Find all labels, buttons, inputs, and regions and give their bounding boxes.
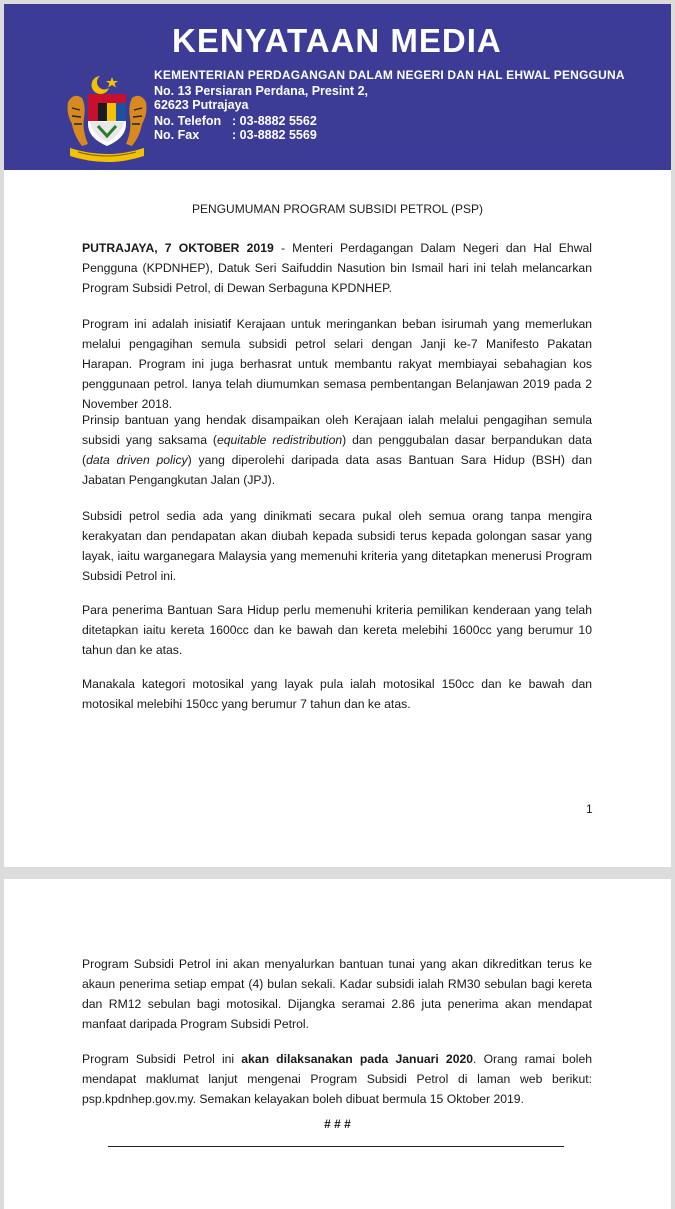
paragraph-3-italic-2: data driven policy bbox=[86, 453, 188, 467]
paragraph-3 bbox=[82, 410, 592, 490]
ministry-name: KEMENTERIAN PERDAGANGAN DALAM NEGERI DAN HAL EHWAL PENGGUNA bbox=[154, 68, 625, 82]
phone-label: No. Telefon bbox=[154, 114, 222, 128]
fax-value: : 03-8882 5569 bbox=[232, 128, 317, 142]
page-number: 1 bbox=[586, 802, 593, 816]
paragraph-8-text-a: Program Subsidi Petrol ini bbox=[82, 1052, 242, 1066]
paragraph-4: Subsidi petrol sedia ada yang dinikmati secara pukal oleh semua orang tanpa mengira kerakyatan dan pendapatan akan diubah kepada subsidi terus kepada golongan sasar yang layak, iaitu warganegara Malaysia yang memenuhi kriteria yang ditetapkan menerusi Program Subsidi Petrol ini. bbox=[82, 509, 592, 583]
paragraph-3-text-c: ) yang diperolehi daripada data asas Bantuan Sara Hidup (BSH) dan Jabatan Pengangkutan Jalan (JPJ). bbox=[82, 453, 592, 487]
paragraph-8-text-b: . Orang ramai boleh mendapat maklumat lanjut mengenai Program Subsidi Petrol di laman web berikut: psp.kpdnhep.gov.my. Semakan kelayakan boleh dibuat bermula 15 Oktober 2019. bbox=[82, 1052, 592, 1106]
paragraph-5: Para penerima Bantuan Sara Hidup perlu memenuhi kriteria pemilikan kenderaan yang telah ditetapkan iaitu kereta 1600cc dan ke bawah dan kereta melebihi 1600cc yang berumur 10 tahun dan ke atas. bbox=[82, 603, 592, 657]
paragraph-8 bbox=[82, 1049, 592, 1109]
document-page-2 bbox=[4, 879, 671, 1209]
paragraph-3-text-b: ) dan penggubalan dasar berpandukan data ( bbox=[82, 433, 592, 467]
fax-label: No. Fax bbox=[154, 128, 200, 142]
dateline: PUTRAJAYA, 7 OKTOBER 2019 bbox=[82, 241, 274, 255]
paragraph-7: Program Subsidi Petrol ini akan menyalurkan bantuan tunai yang akan dikreditkan terus ke akaun penerima setiap empat (4) bulan sekali. Kadar subsidi ialah RM30 sebulan bagi kereta dan RM12 sebulan bagi motosikal. Dijangka seramai 2.86 juta penerima akan mendapat manfaat daripada Program Subsidi Petrol. bbox=[82, 957, 592, 1031]
paragraph-3-italic-1: equitable redistribution bbox=[216, 433, 343, 447]
media-statement-banner bbox=[4, 4, 671, 170]
phone-value: : 03-8882 5562 bbox=[232, 114, 317, 128]
paragraph-3-text-a: Prinsip bantuan yang hendak disampaikan oleh Kerajaan ialah melalui pengagihan semula subsidi yang saksama ( bbox=[82, 413, 592, 447]
end-mark: # # # bbox=[324, 1117, 351, 1131]
paragraph-6: Manakala kategori motosikal yang layak pula ialah motosikal 150cc dan ke bawah dan motosikal melebihi 150cc yang berumur 7 tahun dan ke atas. bbox=[82, 677, 592, 711]
closing-rule bbox=[108, 1146, 564, 1147]
fax-line bbox=[154, 128, 317, 142]
paragraph-8-bold: akan dilaksanakan pada Januari 2020 bbox=[241, 1052, 474, 1066]
paragraph-1-text: - Menteri Perdagangan Dalam Negeri dan Hal Ehwal Pengguna (KPDNHEP), Datuk Seri Saifuddin Nasution bin Ismail hari ini telah melancarkan Program Subsidi Petrol, di Dewan Serbaguna KPDNHEP. bbox=[82, 241, 592, 295]
paragraph-2: Program ini adalah inisiatif Kerajaan untuk meringankan beban isirumah yang memerlukan melalui pengagihan semula subsidi petrol selari dengan Janji ke-7 Manifesto Pakatan Harapan. Program ini juga berhasrat untuk membantu rakyat membiayai sebahagian kos penggunaan petrol. Ianya telah diumumkan semasa pembentangan Belanjawan 2019 pada 2 November 2018. bbox=[82, 317, 592, 411]
address-line-1: No. 13 Persiaran Perdana, Presint 2, bbox=[154, 84, 368, 98]
document-page-1 bbox=[4, 4, 671, 867]
document-title: PENGUMUMAN PROGRAM SUBSIDI PETROL (PSP) bbox=[192, 202, 483, 216]
phone-line bbox=[154, 114, 317, 128]
malaysia-coat-of-arms-icon bbox=[64, 72, 150, 162]
banner-title: KENYATAAN MEDIA bbox=[172, 22, 502, 59]
paragraph-1 bbox=[82, 238, 592, 298]
address-line-2: 62623 Putrajaya bbox=[154, 98, 249, 112]
